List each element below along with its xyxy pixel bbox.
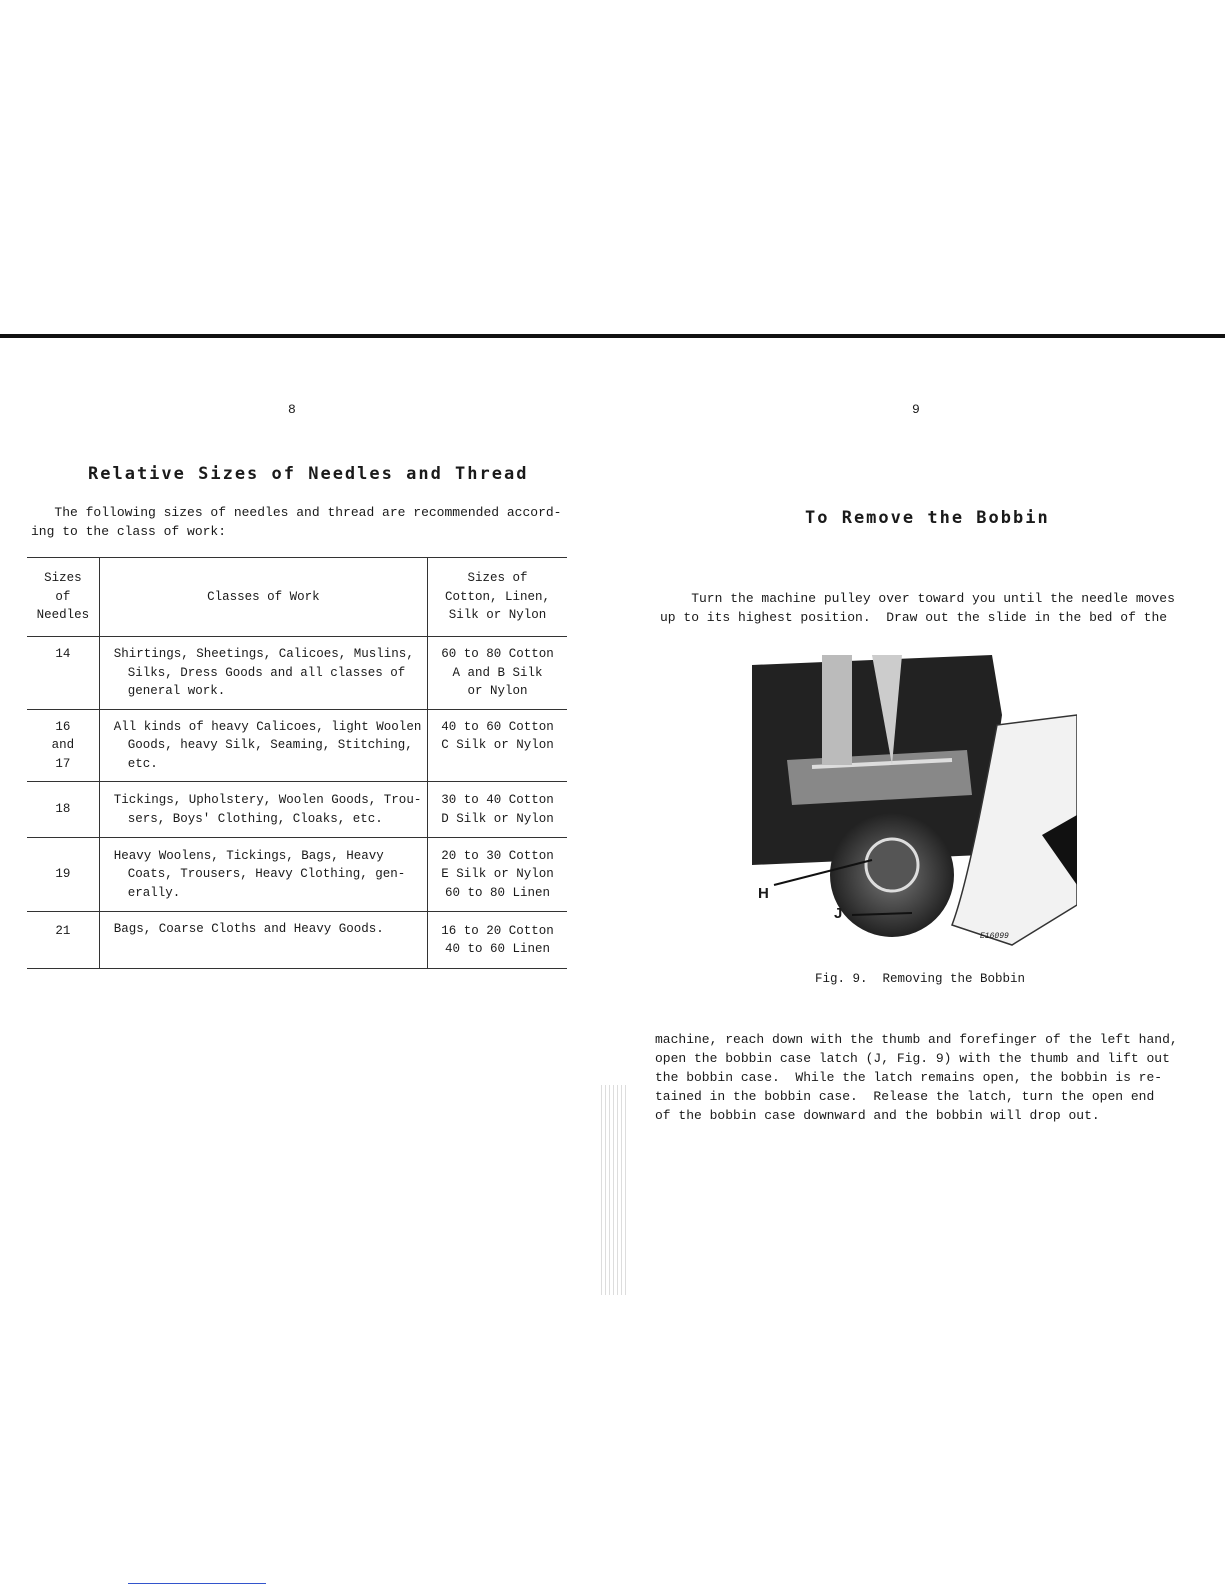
binding-scan-artifact: [598, 1085, 628, 1295]
paragraph-2: [655, 1030, 1178, 1125]
table-row: 19 Heavy Woolens, Tickings, Bags, Heavy Coats, Trousers, Heavy Clothing, gen- erally. 20 to 30 Cotton E Silk or Nylon 60 to 80 Linen: [27, 838, 567, 912]
intro-paragraph: [31, 503, 562, 541]
figure-caption: Fig. 9. Removing the Bobbin: [815, 972, 1026, 986]
table-row: 21 Bags, Coarse Cloths and Heavy Goods. 16 to 20 Cotton 40 to 60 Linen: [27, 912, 567, 969]
figure-label-h: H: [758, 885, 769, 902]
text-line: machine, reach down with the thumb and forefinger of the left hand,: [655, 1032, 1178, 1047]
table-row: 18 Tickings, Upholstery, Woolen Goods, Trou- sers, Boys' Clothing, Cloaks, etc. 30 to 40 Cotton D Silk or Nylon: [27, 782, 567, 838]
text-line: the bobbin case. While the latch remains open, the bobbin is re-: [655, 1070, 1163, 1085]
page-number-left: 8: [288, 402, 296, 417]
table-header-row: [27, 558, 567, 637]
header-needles: Sizes of Needles: [27, 558, 99, 637]
text-line: Turn the machine pulley over toward you until the needle moves: [660, 591, 1175, 606]
paragraph-1: [660, 589, 1175, 627]
page-number-right: 9: [912, 402, 920, 417]
text-line: of the bobbin case downward and the bobbin will drop out.: [655, 1108, 1100, 1123]
figure-code: E16099: [980, 932, 1009, 941]
figure-label-j: J: [834, 905, 843, 922]
text-line: open the bobbin case latch (J, Fig. 9) with the thumb and lift out: [655, 1051, 1170, 1066]
top-rule: [0, 334, 1225, 338]
text-line: ing to the class of work:: [31, 524, 227, 539]
table-row: 16 and 17 All kinds of heavy Calicoes, light Woolen Goods, heavy Silk, Seaming, Stitching, etc. 40 to 60 Cotton C Silk or Nylon: [27, 709, 567, 782]
right-page-title: To Remove the Bobbin: [805, 508, 1050, 528]
needle-thread-table: [27, 557, 567, 969]
header-classes: Classes of Work: [99, 558, 427, 637]
table-row: 14 Shirtings, Sheetings, Calicoes, Muslins, Silks, Dress Goods and all classes of general work. 60 to 80 Cotton A and B Silk or Nylon: [27, 637, 567, 710]
figure-9-photo: [752, 655, 1077, 947]
text-line: The following sizes of needles and thread are recommended accord-: [31, 505, 562, 520]
bottom-link-line: [128, 1583, 266, 1584]
text-line: tained in the bobbin case. Release the latch, turn the open end: [655, 1089, 1155, 1104]
text-line: up to its highest position. Draw out the slide in the bed of the: [660, 610, 1168, 625]
header-thread: Sizes of Cotton, Linen, Silk or Nylon: [445, 571, 551, 623]
bobbin-removal-photo: [752, 655, 1077, 947]
left-page-title: Relative Sizes of Needles and Thread: [88, 464, 529, 484]
